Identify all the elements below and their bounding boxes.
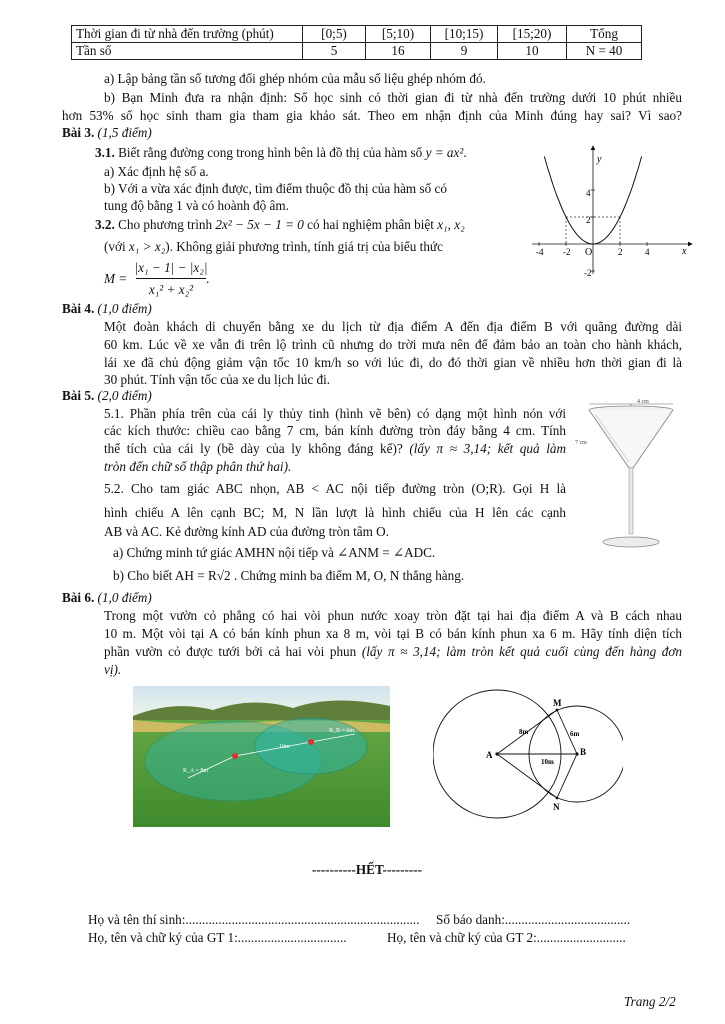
bai4-line2: 60 km. Lúc về xe vẫn đi trên lộ trình cũ nhưng do trời mưa nên để đảm bảo an toàn cho hành khách, [104, 337, 682, 352]
p52-line1: 5.2. Cho tam giác ABC nhọn, AB < AC nội tiếp đường tròn (O;R). Gọi H là [104, 481, 566, 496]
bai6-heading [62, 591, 152, 604]
label-6m: 6m [570, 730, 580, 738]
bai6-line3-hint: (lấy π ≈ 3,14; làm tròn kết quả cuối cùng đến hàng đơn [361, 644, 683, 659]
p31-part-b-line2: tung độ bằng 1 và có hoành độ âm. [104, 198, 289, 213]
point-b [575, 752, 578, 755]
origin-label: O [585, 247, 593, 258]
p31-part-b-line1: b) Với a vừa xác định được, tìm điểm thuộc đồ thị của hàm số có [104, 181, 447, 196]
candidate-name-line: Họ và tên thí sinh:....................................................................... [88, 912, 420, 927]
table-freq-cell: 5 [303, 43, 366, 60]
end-marker: ----------HẾT--------- [312, 862, 423, 877]
p52-line2: hình chiếu A lên cạnh BC; M, N lần lượt là hình chiếu của H lên các cạnh [104, 505, 566, 520]
p31-part-a: a) Xác định hệ số a. [104, 164, 209, 179]
table-total-header: Tổng [567, 26, 642, 43]
frequency-table [71, 25, 642, 60]
p52-line3: AB và AC. Kẻ đường kính AD của đường tròn tâm O. [104, 524, 390, 539]
p32-statement [95, 218, 465, 231]
invigilator2-line: Họ, tên và chữ ký của GT 2:........................... [387, 930, 626, 945]
q2-part-a: a) Lập bảng tần số tương đối ghép nhóm của mẫu số liệu ghép nhóm đó. [104, 71, 486, 86]
label-10m: 10m [541, 758, 554, 766]
bai6-line3-text: phần vườn cỏ được tưới bởi cả hai vòi phun [104, 644, 357, 659]
table-class-cell: [5;10) [366, 26, 431, 43]
segment-bn [557, 754, 577, 798]
photo-sprinkler-a [232, 753, 238, 759]
bai6-title: Bài 6. [62, 590, 95, 605]
photo-circle-b [255, 718, 367, 774]
y-axis-label: y [597, 154, 602, 165]
two-circles-diagram [433, 688, 623, 828]
sprinkler-photo [133, 686, 390, 827]
p51-line3-hint: (lấy π ≈ 3,14; kết quả làm [409, 441, 567, 456]
p32-line2-a: (với [104, 239, 126, 254]
point-m [556, 709, 559, 712]
m-lhs: M = [104, 271, 128, 286]
glass-bowl [589, 410, 673, 468]
label-8m: 8m [519, 728, 529, 736]
m-numerator: |x₁ − 1| − |x₂| [134, 260, 208, 275]
glass-base [603, 537, 659, 547]
p52-part-a: a) Chứng minh tứ giác AMHN nội tiếp và ∠ANM = ∠ADC. [113, 545, 436, 560]
table-freq-cell: 16 [366, 43, 431, 60]
bai6-line4: vị). [104, 662, 122, 677]
q2-part-b-line1: b) Bạn Minh đưa ra nhận định: Số học sinh có thời gian đi từ nhà đến trường dưới 10 phút nhiều [104, 90, 682, 105]
p32-equation: 2x² − 5x − 1 = 0 [215, 217, 304, 232]
photo-label-dist: 10m [279, 744, 290, 750]
label-n: N [553, 802, 560, 812]
table-freq-cell: 9 [431, 43, 498, 60]
bai6-points: (1,0 điểm) [97, 590, 152, 605]
bai4-line1: Một đoàn khách di chuyển bằng xe du lịch từ địa điểm A đến địa điểm B với quãng đường dài [104, 319, 682, 334]
bai6-line1: Trong một vườn cỏ phẳng có hai vòi phun nước xoay tròn đặt tại hai địa điểm A và B cách nhau [104, 608, 682, 623]
y-tick-label: 2 [586, 215, 591, 225]
p32-text2: có hai nghiệm phân biệt [307, 217, 434, 232]
label-b: B [580, 747, 587, 757]
candidate-number-line: Số báo danh:...................................... [436, 912, 631, 927]
p32-text: Cho phương trình [118, 217, 213, 232]
label-a: A [486, 750, 493, 760]
table-header-label: Thời gian đi từ nhà đến trường (phút) [72, 26, 303, 43]
m-denominator: x₁² + x₂² [148, 282, 194, 297]
p51-line1: 5.1. Phần phía trên của cái ly thủy tinh (hình vẽ bên) có dạng một hình nón với [104, 406, 566, 421]
table-class-cell: [15;20) [498, 26, 567, 43]
bai4-line4: 30 phút. Tính vận tốc của xe du lịch lúc đi. [104, 372, 331, 387]
p32-roots: x₁, x₂ [437, 217, 465, 232]
p31-statement: 3.1. Biết rằng đường cong trong hình bên là đồ thị của hàm số y = ax². [95, 145, 467, 160]
parabola-graph [528, 140, 698, 280]
bai6-line3 [104, 645, 682, 658]
bai3-points: (1,5 điểm) [97, 125, 152, 140]
photo-label-ra: R_A = 8m [183, 768, 209, 774]
p32-label: 3.2. [95, 217, 115, 232]
glass-width-label: 4 cm [637, 399, 649, 405]
p51-line3 [104, 442, 566, 455]
bai6-line2: 10 m. Một vòi tại A có bán kính phun xa 8 m, vòi tại B có bán kính phun xa 6 m. Hãy tính diện tích [104, 626, 682, 641]
y-tick-label: -2 [584, 268, 592, 278]
p51-line2: các kích thước: chiều cao bằng 7 cm, bán kính đường tròn đáy bằng 4 cm. Tính [104, 423, 566, 438]
x-tick-label: -2 [563, 247, 571, 257]
table-freq-cell: 10 [498, 43, 567, 60]
bai3-heading [62, 126, 152, 139]
photo-sprinkler-b [308, 739, 314, 745]
p31-label: 3.1. [95, 145, 115, 160]
table-row [72, 26, 642, 43]
q2-part-b-line2: hơn 53% số học sinh tham gia tham gia khảo sát. Theo em nhận định của Minh đúng hay sai? Vì sao? [62, 108, 682, 123]
bai5-points: (2,0 điểm) [97, 388, 152, 403]
bai5-title: Bài 5. [62, 388, 95, 403]
bai4-points: (1,0 điểm) [97, 301, 152, 316]
bai5-heading [62, 389, 152, 402]
table-freq-label: Tần số [72, 43, 303, 60]
x-tick-label: -4 [536, 247, 544, 257]
m-period: . [206, 271, 210, 286]
bai3-title: Bài 3. [62, 125, 95, 140]
y-tick-label: 4 [586, 188, 591, 198]
bai4-heading [62, 302, 152, 315]
glass-stem [629, 468, 633, 534]
p31-text: Biết rằng đường cong trong hình bên là đồ thị của hàm số [118, 145, 423, 160]
table-total-value: N = 40 [567, 43, 642, 60]
x-axis-label: x [682, 246, 687, 257]
p51-line4: tròn đến chữ số thập phân thứ hai). [104, 459, 292, 474]
p32-line2 [104, 240, 443, 253]
x-tick-label: 4 [645, 247, 650, 257]
photo-label-rb: R_B = 6m [329, 728, 355, 734]
bai4-line3: lái xe đã chủ động giảm vận tốc 10 km/h so với lúc đi, do đó thời gian về nhiều hơn thời gian đi là [104, 355, 682, 370]
m-fraction-bar [136, 278, 206, 279]
p31-function: y = ax² [425, 145, 464, 160]
point-n [556, 797, 559, 800]
p32-condition: x₁ > x₂ [128, 239, 166, 254]
label-m: M [553, 698, 562, 708]
page-number: Trang 2/2 [624, 994, 676, 1009]
martini-glass-illustration [575, 396, 685, 556]
p51-line3-text: thể tích của cái ly (bề dày của ly không đáng kể)? [104, 441, 403, 456]
table-class-cell: [10;15) [431, 26, 498, 43]
glass-height-label: 7 cm [575, 440, 587, 446]
x-tick-label: 2 [618, 247, 623, 257]
bai4-title: Bài 4. [62, 301, 95, 316]
p32-line2-b: ). Không giải phương trình, tính giá trị của biểu thức [165, 239, 443, 254]
p52-part-b: b) Cho biết AH = R√2 . Chứng minh ba điểm M, O, N thẳng hàng. [113, 568, 465, 583]
point-a [495, 752, 498, 755]
table-class-cell: [0;5) [303, 26, 366, 43]
invigilator1-line: Họ, tên và chữ ký của GT 1:................................. [88, 930, 347, 945]
table-row [72, 43, 642, 60]
